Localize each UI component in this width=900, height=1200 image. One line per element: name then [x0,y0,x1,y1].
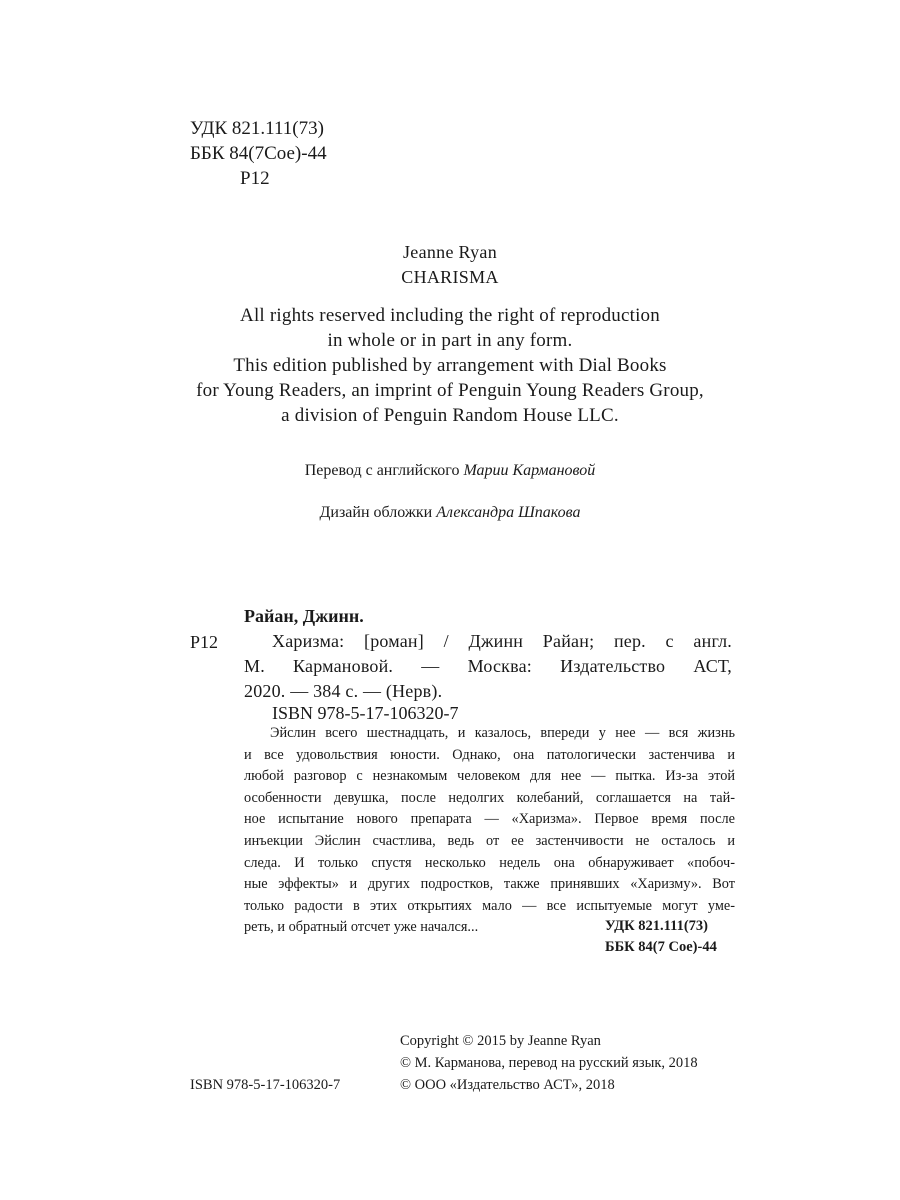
annotation-line: любой разговор с незнакомым человеком для нее — пытка. Из-за этой [244,768,735,785]
translation-credit [0,460,900,482]
original-author: Jeanne Ryan [402,242,498,262]
annotation [244,723,735,939]
annotation-line: Эйслин всего шестнадцать, и казалось, впереди у нее — вся жизнь [270,725,735,741]
original-title: CHARISMA [401,267,499,287]
cover-design-credit [0,502,900,524]
annotation-line: ные эффекты» и других подростков, также принявших «Харизму». Вот [244,876,735,893]
author-mark: Р12 [240,168,270,189]
bottom-isbn: ISBN 978-5-17-106320-7 [190,1077,341,1093]
udk-code: УДК 821.111(73) [190,118,324,139]
rights-line: All rights reserved including the right of reproduction [240,305,660,326]
annotation-line: особенности девушка, после недолгих колебаний, соглашается на тай- [244,789,735,806]
annotation-line: инъекции Эйслин счастлива, ведь от ее застенчивости не осталось и [244,832,735,849]
biblio-description-line: Харизма: [роман] / Джинн Райан; пер. с англ. [272,631,732,651]
rights-line: in whole or in part in any form. [327,330,573,351]
rights-line: for Young Readers, an imprint of Penguin Young Readers Group, [196,380,704,401]
biblio-description-line: М. Кармановой. — Москва: Издательство АСТ, [244,656,732,676]
biblio-description [244,629,732,704]
bbk-code-right: ББК 84(7 Сое)-44 [605,939,717,955]
rights-line: a division of Penguin Random House LLC. [281,405,619,426]
biblio-description-line: 2020. — 384 с. — (Нерв). [244,681,443,701]
biblio-code: Р12 [190,632,219,652]
annotation-line: только радости в этих открытиях мало — все испытуемые могут уме- [244,897,735,914]
translator-name: Марии Кармановой [463,462,596,479]
copyright-line: Copyright © 2015 by Jeanne Ryan [400,1033,601,1049]
designer-name: Александра Шпакова [436,504,581,521]
annotation-line: реть, и обратный отсчет уже начался... [244,919,479,936]
bbk-code: ББК 84(7Сое)-44 [190,143,327,164]
translation-label: Перевод с английского [304,462,460,479]
annotation-line: следа. И только спустя несколько недель она обнаруживает «побоч- [244,854,735,871]
classification-codes-right [605,916,717,958]
biblio-author: Райан, Джинн. [244,606,364,626]
copyright-line: © М. Карманова, перевод на русский язык, 2018 [400,1055,698,1071]
biblio-isbn: ISBN 978-5-17-106320-7 [272,703,459,723]
annotation-line: и все удовольствия юности. Однако, она патологически застенчива и [244,746,735,763]
rights-line: This edition published by arrangement with Dial Books [233,355,667,376]
udk-code-right: УДК 821.111(73) [605,918,708,934]
copyright-line: © ООО «Издательство АСТ», 2018 [400,1077,615,1093]
design-label: Дизайн обложки [319,504,433,521]
rights-notice [0,303,900,428]
copyright-block [400,1030,698,1096]
top-classification-codes [190,116,327,191]
annotation-line: ное испытание нового препарата — «Харизма». Первое время после [244,811,735,828]
original-edition [0,240,900,290]
